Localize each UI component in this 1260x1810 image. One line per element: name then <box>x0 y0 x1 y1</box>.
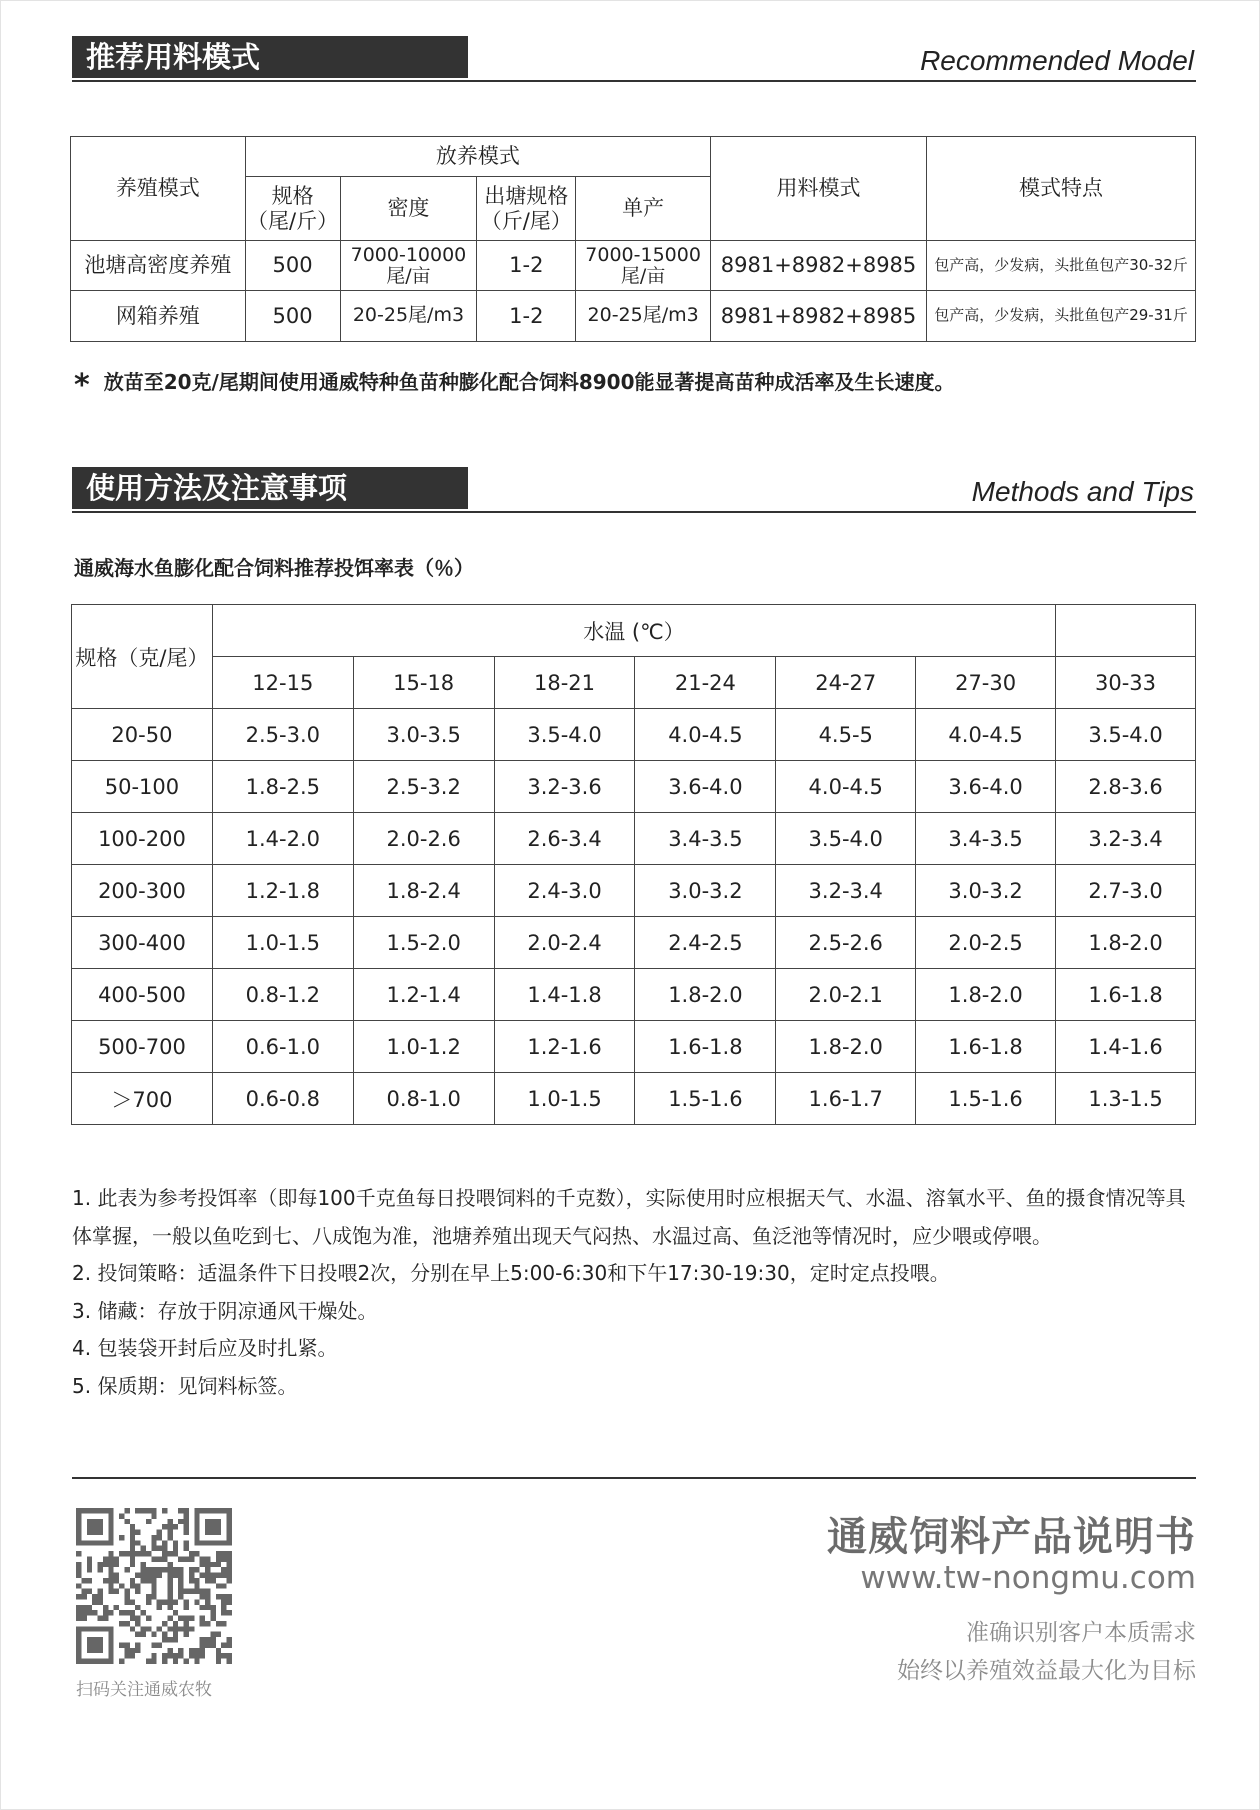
rate-cell: 1.8-2.0 <box>1056 917 1196 969</box>
rate-cell: 3.5-4.0 <box>1056 709 1196 761</box>
rate-cell: 2.4-3.0 <box>494 865 635 917</box>
size-cell: ＞700 <box>72 1073 213 1125</box>
table-row <box>72 969 1196 1021</box>
rate-cell: 1.8-2.5 <box>212 761 353 813</box>
cell-size: 500 <box>245 291 340 342</box>
brand-url[interactable]: www.tw-nongmu.com <box>860 1560 1196 1596</box>
cell-yield-unit: 尾/亩 <box>620 264 666 287</box>
cell-feature: 包产高，少发病，头批鱼包产30-32斤 <box>927 241 1196 291</box>
rate-cell: 4.0-4.5 <box>635 709 776 761</box>
rate-cell: 2.0-2.4 <box>494 917 635 969</box>
rate-cell: 1.6-1.8 <box>635 1021 776 1073</box>
rate-cell: 3.2-3.6 <box>494 761 635 813</box>
rate-cell: 3.5-4.0 <box>494 709 635 761</box>
header-out-size-unit: （斤/尾） <box>480 208 572 233</box>
cell-mode: 池塘高密度养殖 <box>71 241 246 291</box>
section-title-en: Methods and Tips <box>971 476 1194 507</box>
star-icon: * <box>74 368 90 403</box>
rate-cell: 0.6-0.8 <box>212 1073 353 1125</box>
fry-note-text: 放苗至20克/尾期间使用通威特种鱼苗种膨化配合饲料8900能显著提高苗种成活率及生长速度。 <box>103 370 955 394</box>
rate-cell: 1.4-1.6 <box>1056 1021 1196 1073</box>
rate-cell: 1.3-1.5 <box>1056 1073 1196 1125</box>
rate-cell: 1.2-1.6 <box>494 1021 635 1073</box>
size-cell: 200-300 <box>72 865 213 917</box>
rate-cell: 1.8-2.0 <box>635 969 776 1021</box>
fry-note <box>74 366 955 403</box>
cell-density: 20-25尾/m3 <box>340 291 477 342</box>
header-feed-mode: 用料模式 <box>711 137 927 241</box>
cell-out-size: 1-2 <box>477 241 576 291</box>
cell-feed: 8981+8982+8985 <box>711 241 927 291</box>
header-density: 密度 <box>340 177 477 241</box>
section-title-en: Recommended Model <box>920 45 1194 76</box>
rate-table-body <box>72 709 1196 1125</box>
qr-code-icon[interactable] <box>76 1508 232 1664</box>
table-row <box>72 761 1196 813</box>
rate-cell: 2.0-2.1 <box>776 969 916 1021</box>
rate-cell: 2.6-3.4 <box>494 813 635 865</box>
rate-cell: 2.5-3.0 <box>212 709 353 761</box>
section-title-cn: 使用方法及注意事项 <box>72 467 468 509</box>
table-row <box>72 1021 1196 1073</box>
cell-density <box>340 241 477 291</box>
temp-cell: 27-30 <box>916 657 1056 709</box>
rate-cell: 2.8-3.6 <box>1056 761 1196 813</box>
rate-cell: 3.0-3.2 <box>916 865 1056 917</box>
rate-cell: 2.0-2.6 <box>353 813 494 865</box>
rate-cell: 1.8-2.0 <box>776 1021 916 1073</box>
rate-cell: 4.0-4.5 <box>776 761 916 813</box>
rate-cell: 2.0-2.5 <box>916 917 1056 969</box>
section-header-methods <box>72 467 1196 513</box>
size-cell: 50-100 <box>72 761 213 813</box>
rate-cell: 3.4-3.5 <box>635 813 776 865</box>
footer-divider <box>72 1477 1196 1479</box>
cell-yield: 20-25尾/m3 <box>576 291 711 342</box>
rate-cell: 1.5-2.0 <box>353 917 494 969</box>
cell-yield-value: 7000-15000 <box>585 243 701 266</box>
rate-cell: 1.6-1.8 <box>1056 969 1196 1021</box>
table-row <box>72 709 1196 761</box>
rate-table-title: 通威海水鱼膨化配合饲料推荐投饵率表（％） <box>74 556 474 580</box>
rate-cell: 4.5-5 <box>776 709 916 761</box>
brand-title: 通威饲料产品说明书 <box>827 1514 1196 1560</box>
rate-cell: 3.6-4.0 <box>916 761 1056 813</box>
tip-item: 3. 储藏：存放于阴凉通风干燥处。 <box>72 1298 378 1323</box>
rate-cell: 1.4-2.0 <box>212 813 353 865</box>
temp-cell: 15-18 <box>353 657 494 709</box>
rate-cell: 3.0-3.2 <box>635 865 776 917</box>
temp-cell: 24-27 <box>776 657 916 709</box>
tip-item: 1. 此表为参考投饵率（即每100千克鱼每日投喂饲料的千克数），实际使用时应根据天气、水温、溶氧水平、鱼的摄食情况等具体掌握，一般以鱼吃到七、八成饱为准，池塘养殖出现天气闷热、水温过高、鱼泛池等情况时，应少喂或停喂。 <box>72 1186 1186 1248</box>
rate-cell: 4.0-4.5 <box>916 709 1056 761</box>
cell-out-size: 1-2 <box>477 291 576 342</box>
rate-cell: 1.2-1.4 <box>353 969 494 1021</box>
row-header: 规格（克/尾） <box>72 605 213 709</box>
rate-cell: 1.8-2.4 <box>353 865 494 917</box>
rate-cell: 0.6-1.0 <box>212 1021 353 1073</box>
rate-cell: 1.0-1.5 <box>212 917 353 969</box>
header-size <box>245 177 340 241</box>
rate-cell: 2.4-2.5 <box>635 917 776 969</box>
rate-cell: 1.0-1.5 <box>494 1073 635 1125</box>
slogan-line-1: 准确识别客户本质需求 <box>966 1620 1196 1646</box>
model-table <box>70 136 1196 342</box>
temp-cell: 12-15 <box>212 657 353 709</box>
header-size-unit: （尾/斤） <box>247 208 339 233</box>
header-out-size-label: 出塘规格 <box>484 184 569 209</box>
slogan-line-2: 始终以养殖效益最大化为目标 <box>897 1658 1196 1684</box>
size-cell: 100-200 <box>72 813 213 865</box>
header-out-size <box>477 177 576 241</box>
rate-cell: 0.8-1.0 <box>353 1073 494 1125</box>
rate-cell: 1.5-1.6 <box>916 1073 1056 1125</box>
rate-cell: 3.2-3.4 <box>1056 813 1196 865</box>
rate-cell: 2.7-3.0 <box>1056 865 1196 917</box>
rate-cell: 1.0-1.2 <box>353 1021 494 1073</box>
rate-cell: 3.2-3.4 <box>776 865 916 917</box>
temp-cell: 21-24 <box>635 657 776 709</box>
temp-cell: 30-33 <box>1056 657 1196 709</box>
rate-cell: 1.5-1.6 <box>635 1073 776 1125</box>
table-row <box>72 1073 1196 1125</box>
tip-item: 5. 保质期：见饲料标签。 <box>72 1373 298 1398</box>
rate-cell: 1.8-2.0 <box>916 969 1056 1021</box>
header-size-label: 规格 <box>271 184 314 209</box>
cell-feed: 8981+8982+8985 <box>711 291 927 342</box>
rate-cell: 1.6-1.7 <box>776 1073 916 1125</box>
header-mode: 养殖模式 <box>71 137 246 241</box>
rate-cell: 2.5-2.6 <box>776 917 916 969</box>
section-title-cn: 推荐用料模式 <box>72 36 468 78</box>
temp-header-blank <box>1056 605 1196 657</box>
tip-item: 4. 包装袋开封后应及时扎紧。 <box>72 1336 338 1360</box>
cell-density-value: 7000-10000 <box>350 243 467 266</box>
size-cell: 400-500 <box>72 969 213 1021</box>
size-cell: 20-50 <box>72 709 213 761</box>
table-row <box>72 917 1196 969</box>
rate-cell: 2.5-3.2 <box>353 761 494 813</box>
rate-cell: 0.8-1.2 <box>212 969 353 1021</box>
size-cell: 300-400 <box>72 917 213 969</box>
rate-cell: 3.5-4.0 <box>776 813 916 865</box>
rate-cell: 1.2-1.8 <box>212 865 353 917</box>
qr-caption: 扫码关注通威农牧 <box>76 1680 212 1700</box>
rate-cell: 3.6-4.0 <box>635 761 776 813</box>
table-row <box>71 241 1196 291</box>
cell-size: 500 <box>245 241 340 291</box>
header-yield: 单产 <box>576 177 711 241</box>
tip-item: 2. 投饲策略：适温条件下日投喂2次，分别在早上5:00-6:30和下午17:30-19:30，定时定点投喂。 <box>72 1261 950 1285</box>
header-feature: 模式特点 <box>927 137 1196 241</box>
temp-header: 水温 (℃） <box>212 605 1055 657</box>
cell-yield <box>576 241 711 291</box>
feeding-rate-table <box>71 604 1196 1125</box>
cell-density-unit: 尾/亩 <box>386 264 431 287</box>
header-stocking: 放养模式 <box>245 137 710 177</box>
cell-mode: 网箱养殖 <box>71 291 246 342</box>
rate-cell: 3.0-3.5 <box>353 709 494 761</box>
temp-cell: 18-21 <box>494 657 635 709</box>
section-header-recommended <box>72 36 1196 82</box>
temp-row <box>72 657 1196 709</box>
cell-feature: 包产高，少发病，头批鱼包产29-31斤 <box>927 291 1196 342</box>
rate-cell: 1.6-1.8 <box>916 1021 1056 1073</box>
rate-cell: 3.4-3.5 <box>916 813 1056 865</box>
size-cell: 500-700 <box>72 1021 213 1073</box>
table-row <box>72 813 1196 865</box>
table-row <box>72 865 1196 917</box>
rate-cell: 1.4-1.8 <box>494 969 635 1021</box>
table-row <box>71 291 1196 342</box>
usage-tips <box>72 1180 1202 1405</box>
